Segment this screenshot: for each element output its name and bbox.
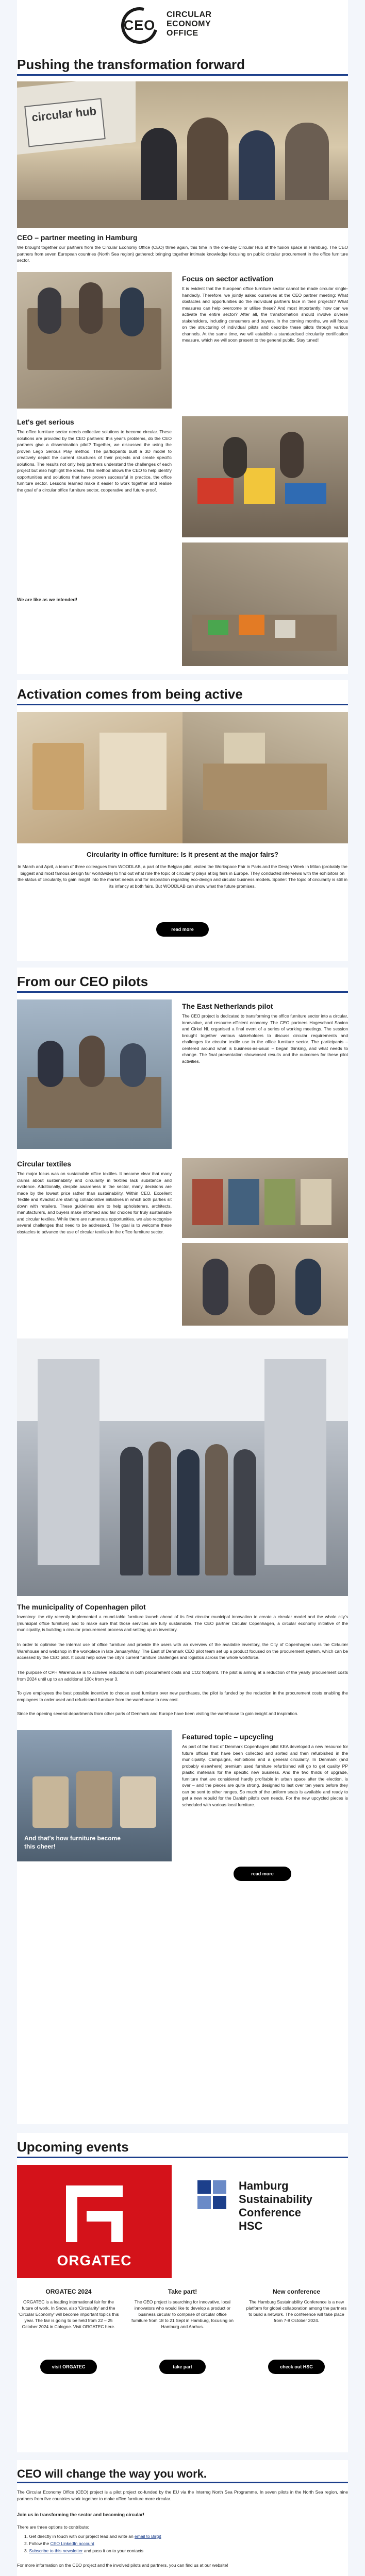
email-birgit-link[interactable]: email to Birgit [135,2534,161,2539]
photo-workshop-table [17,272,172,409]
cta-join: Join us in transforming the sector and becoming circular! [17,2512,145,2517]
lets-talk-title: Let's get serious [17,418,74,426]
photo-fair-stand-2 [182,712,348,843]
hero-photo-partner-meeting [17,81,348,228]
event-title: ORGATEC 2024 [45,2288,92,2295]
cph-pilot-title: The municipality of Copenhagen pilot [17,1603,146,1611]
linkedin-link[interactable]: CEO LinkedIn account [50,2541,94,2546]
hsc-wordmark: Hamburg Sustainability Conference HSC [239,2179,313,2232]
fairs-text: In March and April, a team of three colleagues from WOODLAB, a part of the Belgian pilot, visited the Workspace Fair in Paris and the Design Week in Milan (probably the biggest and most famous design fair worldwide) to find out what role the topic of circularity plays at big fairs in Europe. They conducted interviews with the exhibitors on the status of circularity, to gain insight into the market needs and for inspiration regarding eco-design and circular business models. Spoiler: The topic of circularity is still in its infancy at both fairs. But WOODLAB can show what the future promises. [18,864,347,889]
featured-text: As part of the East of Denmark Copenhagen pilot KEA developed a new resource for future offices that have been collected and sorted and then refurbished in the municipality. Campaigns, exhibitions and a general circularity. In Denmark (and probably elsewhere) premium used furniture refurbished will go to get quality PP plastic materials for the specific new business. And the two thirds of upgrade, furniture that are considered hardly profitable in urban space after the election, is over – and the pieces are quite strong, designed to last over ten years before they can be sent to other ranges. So much of the uniform seats is available and ready to get a new rebuild for the Danish pilot's own needs. For the new upcycled pieces is scheduled with various local furniture. [182,1744,348,1807]
section-pilots [17,968,348,2124]
cta-intro: The Circular Economy Office (CEO) project is a pilot project co-funded by the EU via the Interreg North Sea Programme. In seven pilots in the North Sea region, nine partners from five countries work together to make office furniture more circular. [17,2489,348,2501]
take-part-button[interactable]: take part [159,2360,206,2374]
photo-upcycled-chairs [17,1730,172,1861]
cta-more: For more information on the CEO project and the involved pilots and partners, you can find us at our website! [17,2563,228,2568]
section-title: Upcoming events [17,2139,129,2155]
focus-title: Focus on sector activation [182,275,274,283]
cph-text-3: The purpose of CPH Warehouse is to achieve reductions in both procurement costs and CO2 footprint. The pilot is aiming at a reduction of the yearly procurement costs from 2024 until up to an additional 100k from year 3. [17,1670,348,1682]
ceo-logo[interactable] [120,6,159,45]
partner-meeting-text: We brought together our partners from the Circular Economy Office (CEO) three again, this time in the one-day Circular Hub at the fusion space in Hamburg. The CEO partners from seven European countries (North Sea region) gathered: bringing together intimate knowledge focusing on public circular procurement in the office furniture sector. [17,245,348,263]
cph-text-1: Inventory: the city recently implemented a round-table furniture launch ahead of its first circular municipal innovation to create a circular model and the whole city's (municipal office furniture) and to make sure that those services are fully sustainable. The CEO partner Circular Copenhagen, a circular economy initiative of the municipality, is building a circular procurement process and setting up an inventory. [17,1614,348,1632]
we-are-all-text: We are like as we intended! [17,597,77,602]
photo-textiles-discussion [182,1243,348,1326]
section-title: From our CEO pilots [17,974,148,989]
photo-nl-pilot-workshop [17,999,172,1149]
visit-orgatec-button[interactable]: visit ORGATEC [40,2360,97,2374]
section-activation [17,680,348,961]
title-underline [17,2157,348,2158]
event-conference [245,2287,348,2324]
logo-line-1: CIRCULAR [167,10,212,19]
featured-title: Featured topic – upcycling [182,1733,274,1741]
check-out-hsc-button[interactable]: check out HSC [268,2360,325,2374]
section-events [17,2133,348,2452]
orgatec-wordmark: ORGATEC [57,2252,132,2268]
logo-ceo-text: CEO [123,18,156,33]
circular-hub-sign: circular hub [24,98,106,147]
cph-text-4: To give employees the best possible incentive to choose used furniture over new purchases, the pilot is funded by the reduction in the procurement costs enabling the employees to order used and refurbished furniture from the warehouse to new cost. [17,1690,348,1702]
textiles-text: The major focus was on sustainable office textiles. It became clear that many claims about sustainability and circularity in textiles lack substance and evidence. Additionally, despite awareness in the sector, many decisions are made by the lowest price rather than sustainability. Within CEO, Excellent Textile and Kvadrat are starting collaborative initiatives in which both parties sit down with retailers. These guidelines aim to help upholsterers, architects, manufacturers, and buyers make informed and fair choices for truly sustainable and circular textiles. While there are numerous opportunities, we also recognise several challenges that need to be addressed. The goal is to welcome these obstacles to advance the use of circular textiles in the office furniture sector. [17,1171,172,1234]
subscribe-link[interactable]: Subscribe to this newsletter [29,2548,83,2553]
event-title: Take part! [168,2288,197,2295]
event-text: ORGATEC is a leading international fair for the future of work. In Snow, also 'Circularity' and the 'Circular Economy' will become important topics this year. The fair is going to be held from 22 – 25 October 2024 in Cologne. Visit ORGATEC here. [18,2299,119,2329]
photo-textiles-samples [182,1158,348,1238]
section-cta [17,2460,348,2576]
cta-option-2: 2. Follow the CEO LinkedIn account [24,2541,94,2546]
cta-option-3: 3. Subscribe to this newsletter and pass it on to your contacts [24,2548,144,2553]
cph-text-2: In order to optimise the internal use of office furniture and provide the users with an overview of the available inventory, the City of Copenhagen uses the Cirkulær Warehouse and webshop in the workplace in late January/May. The East of Denmark CEO pilot team set up a product focused on the procurement system, which can be accessed by the CEO pilot. It could help solve the city's current furniture challenges and logistics across the whole workforce. [17,1642,348,1660]
photo-copenhagen-group [17,1338,348,1596]
title-underline [17,2482,348,2483]
section-title: Activation comes from being active [17,686,243,702]
read-more-button[interactable]: read more [234,1867,291,1881]
cta-options-lead: There are three options to contribute: [17,2524,89,2530]
section-transformation [17,50,348,674]
photo-fair-stand-1 [17,712,182,843]
nl-pilot-title: The East Netherlands pilot [182,1002,273,1010]
title-underline [17,991,348,993]
logo-line-2: ECONOMY [167,20,211,28]
title-underline [17,74,348,76]
textiles-title: Circular textiles [17,1160,72,1168]
cta-option-1: 1. Get directly in touch with our project lead and write an email to Birgit [24,2534,161,2539]
orgatec-chair-icon [66,2185,123,2242]
event-text: The Hamburg Sustainability Conference is a new platform for global collaboration among the partners to build a network. The conference will take place from 7-8 October 2024. [246,2299,347,2323]
nl-pilot-text: The CEO project is dedicated to transforming the office furniture sector into a circular, innovative, and resource-efficient economy. The CEO partners Hogeschool Saxion and Cirkel NL organised a final event of a series of working meetings. The session brought together various stakeholders to discuss circular requirements and challenges for circular textile use in the office furniture sector. The participants – centered around what is business-as-usual – began thinking, and what needs to change. The final presentation showcased results and the outcomes for these pilot activities. [182,1013,348,1064]
photo-lego-models-2 [182,543,348,666]
hsc-mark-icon [197,2180,228,2211]
event-orgatec [17,2287,120,2330]
logo-line-3: OFFICE [167,29,198,38]
logo-wordmark [167,10,212,38]
title-underline [17,704,348,705]
focus-text: It is evident that the European office furniture sector cannot be made circular single-handedly. Therefore, we jointly asked ourselves at the CEO partner meeting: What obstacles and opportunities do the individual partners face in their projects? What measures can help overcome or utilise these? And most importantly: how can we activate the entire sector? After all, the transformation should involve diverse stakeholders, including consumers and buyers. In the coming months, we will focus on the structuring of individual pilots and describe these pilots through various channels. At the same time, we will establish a standardised circularity certification measure, which we will soon present to the general public. Stay tuned! [182,286,348,343]
photo-caption: And that's how furniture become this cheer! [24,1835,121,1850]
lets-talk-text: The office furniture sector needs collective solutions to become circular. These solutions are provided by the CEO partners: this year's problems, do the CEO partners give a dissemination pilot? Together, we discussed the using the proven Lego Serious Play method. The participants built a 3D model to creatively depict the current structures of their projects and create specific solutions. The results not only help partners understand the challenges of each project but also highlight the ideas. This method allows the CEO to help identify opportunities and solutions that have proven successful in practice, the office furniture sector. Lessons learned make it easier to work together and realise the goal of a circular office furniture sector, cooperative and future-proof. [17,429,172,493]
section-title: CEO will change the way you work. [17,2467,207,2480]
read-more-button[interactable]: read more [156,922,209,937]
photo-lego-models-1 [182,416,348,537]
section-title: Pushing the transformation forward [17,57,245,72]
header [17,0,348,50]
hsc-logo-tile[interactable] [182,2165,348,2278]
orgatec-logo-tile[interactable] [17,2165,172,2278]
partner-meeting-title: CEO – partner meeting in Hamburg [17,233,138,242]
cph-text-5: Since the opening several departments from other parts of Denmark and Europe have been visiting the warehouse to gain insight and inspiration. [17,1711,298,1716]
event-take-part [131,2287,234,2330]
fairs-subtitle: Circularity in office furniture: Is it present at the major fairs? [86,851,279,858]
event-title: New conference [272,2288,321,2295]
event-text: The CEO project is searching for innovative, local innovators who would like to develop a product or business circular to comprise of circular office furniture from 18 to 21 Sept in Hamburg, focusing on Hamburg and Aarhus. [131,2299,234,2329]
